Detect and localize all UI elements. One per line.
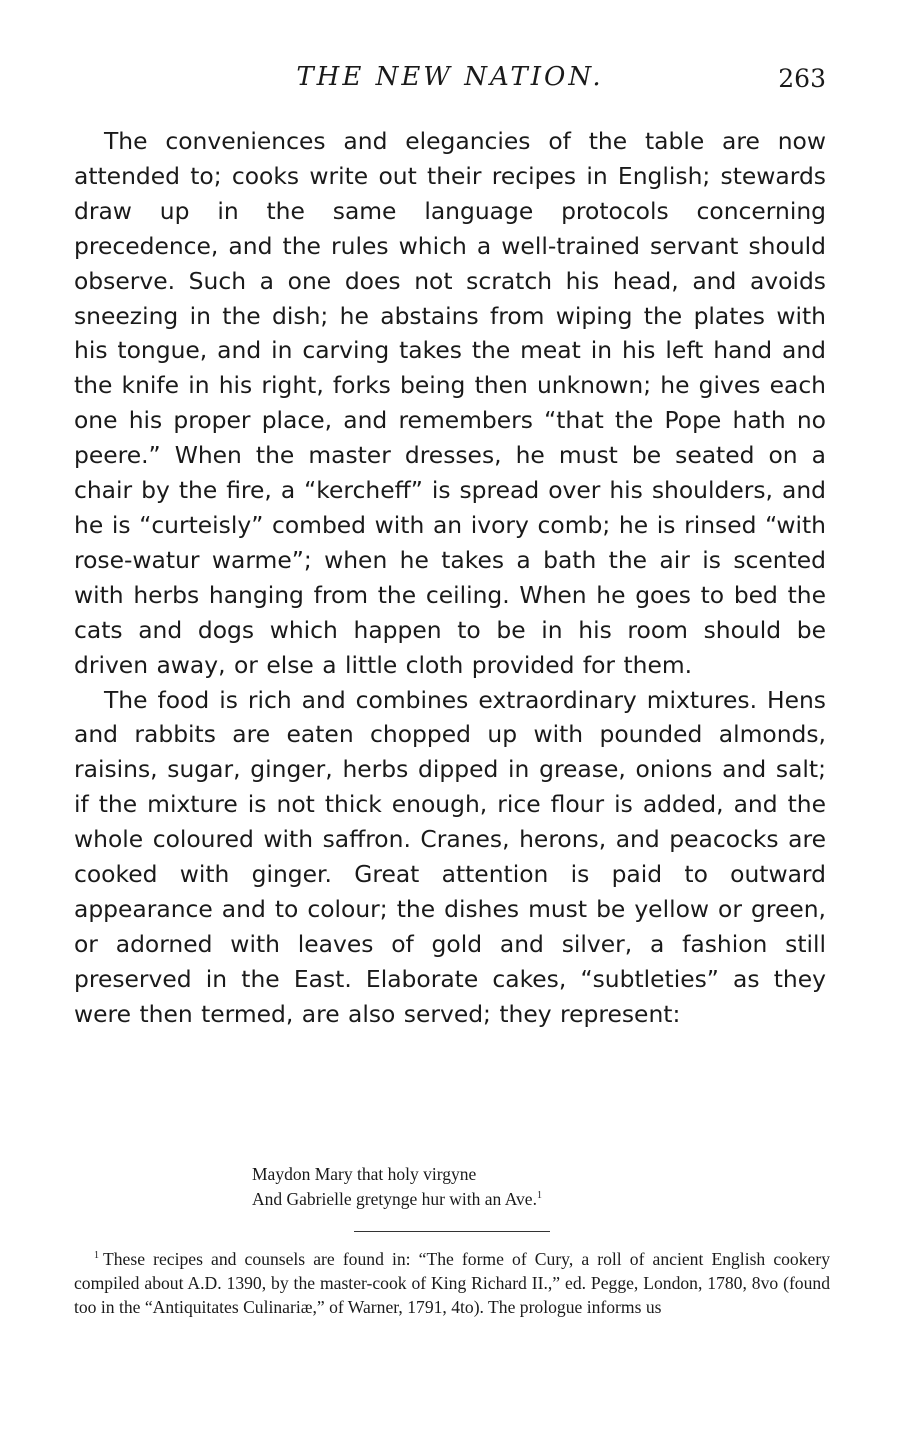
running-title: THE NEW NATION. [296,62,604,92]
verse-quotation [252,1162,542,1212]
body-text [74,124,826,1032]
footnote [74,1247,830,1319]
running-head [74,62,826,102]
verse-line: Maydon Mary that holy virgyne [252,1164,477,1184]
footnote-divider [354,1231,550,1232]
footnote-text: These recipes and counsels are found in: “The forme of Cury, a roll of ancient English cookery compiled about A.D. 1390, by the master-cook of King Richard II.,” ed. Pegge, London, 1780, 8vo (found too in the “Antiquitates Culinariæ,” of Warner, 1791, 4to). The prologue informs us [74,1249,830,1317]
paragraph: The conveniences and elegancies of the table are now attended to; cooks write out their recipes in English; stewards draw up in the same language protocols concerning precedence, and the rules which a well-trained servant should observe. Such a one does not scratch his head, and avoids sneezing in the dish; he abstains from wiping the plates with his tongue, and in carving takes the meat in his left hand and the knife in his right, forks being then unknown; he gives each one his proper place, and remembers “that the Pope hath no peere.” When the master dresses, he must be seated on a chair by the fire, a “kercheff” is spread over his shoulders, and he is “curteisly” combed with an ivory comb; he is rinsed “with rose-watur warme”; when he takes a bath the air is scented with herbs hanging from the ceiling. When he goes to bed the cats and dogs which happen to be in his room should be driven away, or else a little cloth provided for them. [74,127,826,679]
footnote-reference: 1 [536,1190,542,1202]
page-number: 263 [778,64,826,93]
verse-line-text: And Gabrielle gretynge hur with an Ave. [252,1189,537,1209]
verse-line-with-note [252,1187,542,1212]
paragraph: The food is rich and combines extraordinary mixtures. Hens and rabbits are eaten chopped up with pounded almonds, raisins, sugar, ginger, herbs dipped in grease, onions and salt; if the mixture is not thick enough, rice flour is added, and the whole coloured with saffron. Cranes, herons, and peacocks are cooked with ginger. Great attention is paid to outward appearance and to colour; the dishes must be yellow or green, or adorned with leaves of gold and silver, a fashion still preserved in the East. Elaborate cakes, “subtleties” as they were then termed, are also served; they represent: [74,685,826,1028]
footnote-marker: 1 [94,1250,99,1262]
